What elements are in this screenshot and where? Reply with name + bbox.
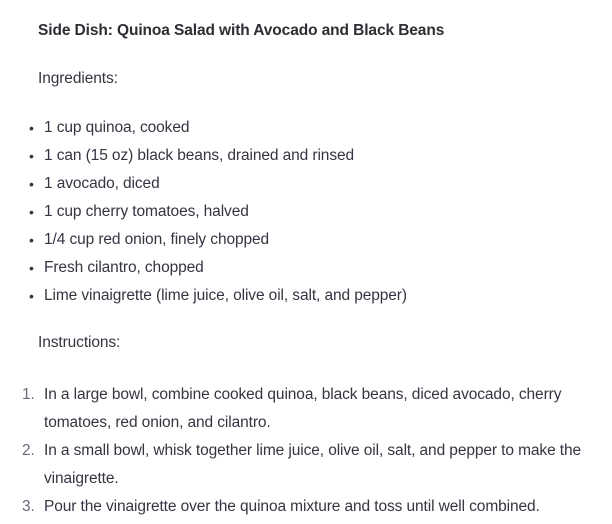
bullet-icon: • <box>29 232 34 248</box>
ingredients-list <box>0 118 612 314</box>
bullet-icon: • <box>29 288 34 304</box>
list-item <box>0 174 612 202</box>
list-item <box>0 381 612 437</box>
ingredient-text: 1/4 cup red onion, finely chopped <box>44 231 270 248</box>
bullet-icon: • <box>29 204 34 220</box>
step-text: In a large bowl, combine cooked quinoa, black beans, diced avocado, cherry tomatoes, red onion, and cilantro. <box>44 386 562 431</box>
ingredient-text: 1 cup cherry tomatoes, halved <box>44 203 249 220</box>
ingredient-text: Lime vinaigrette (lime juice, olive oil, salt, and pepper) <box>44 287 407 304</box>
bullet-icon: • <box>29 260 34 276</box>
bullet-icon: • <box>29 120 34 136</box>
list-item <box>0 202 612 230</box>
ingredients-heading: Ingredients: <box>38 70 118 87</box>
list-item <box>0 258 612 286</box>
list-item <box>0 118 612 146</box>
list-item <box>0 230 612 258</box>
ingredient-text: 1 cup quinoa, cooked <box>44 119 190 136</box>
step-number: 2. <box>22 442 35 459</box>
list-item <box>0 146 612 174</box>
ingredient-text: 1 can (15 oz) black beans, drained and rinsed <box>44 147 355 164</box>
list-item <box>0 437 612 493</box>
bullet-icon: • <box>29 176 34 192</box>
step-number: 1. <box>22 386 35 403</box>
step-text: In a small bowl, whisk together lime juice, olive oil, salt, and pepper to make the vinaigrette. <box>44 442 582 487</box>
list-item <box>0 493 612 521</box>
recipe-title: Side Dish: Quinoa Salad with Avocado and Black Beans <box>38 22 445 39</box>
step-text: Pour the vinaigrette over the quinoa mixture and toss until well combined. <box>44 498 540 515</box>
ingredient-text: Fresh cilantro, chopped <box>44 259 204 276</box>
ingredient-text: 1 avocado, diced <box>44 175 160 192</box>
list-item <box>0 286 612 314</box>
step-number: 3. <box>22 498 35 515</box>
bullet-icon: • <box>29 148 34 164</box>
instructions-list <box>0 381 612 521</box>
instructions-heading: Instructions: <box>38 334 121 351</box>
